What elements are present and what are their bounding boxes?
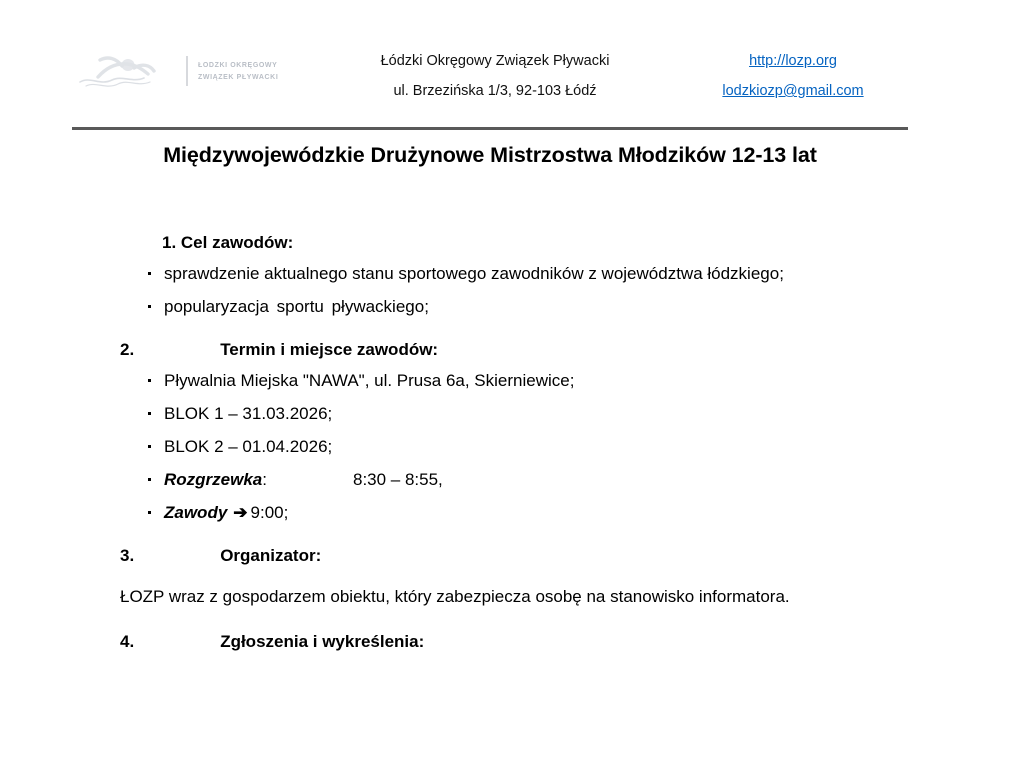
swimmer-logo-icon bbox=[72, 48, 176, 94]
organization-name: Łódzki Okręgowy Związek Pływacki bbox=[380, 53, 610, 69]
header-divider-rule bbox=[72, 127, 908, 130]
logo-wordmark-line-2: ZWIĄZEK PŁYWACKI bbox=[198, 74, 279, 81]
website-link[interactable]: http://lozp.org bbox=[749, 53, 837, 69]
section-4-heading bbox=[120, 627, 910, 656]
section-2-heading-text: Termin i miejsce zawodów: bbox=[220, 340, 439, 359]
document-title: Międzywojewódzkie Drużynowe Mistrzostwa Młodzików 12-13 lat bbox=[163, 143, 817, 167]
email-link[interactable]: lodzkiozp@gmail.com bbox=[722, 83, 864, 99]
organization-address: ul. Brzezińska 1/3, 92-103 Łódź bbox=[393, 83, 597, 99]
logo-divider bbox=[186, 56, 188, 86]
email-line bbox=[678, 76, 908, 106]
list-item: popularyzacja sportu pływackiego; bbox=[120, 290, 910, 323]
section-1-bullet-list bbox=[120, 257, 910, 323]
document-body bbox=[120, 228, 910, 656]
section-3-paragraph: ŁOZP wraz z gospodarzem obiektu, który zabezpiecza osobę na stanowisko informatora. bbox=[120, 587, 790, 606]
section-2-heading bbox=[120, 335, 910, 364]
section-3-heading-text: Organizator: bbox=[220, 546, 322, 565]
section-1-heading: 1. Cel zawodów: bbox=[162, 233, 294, 252]
list-item-warmup bbox=[120, 463, 910, 496]
header-contact-info bbox=[678, 38, 908, 106]
warmup-label: Rozgrzewka bbox=[164, 470, 263, 489]
section-4-heading-text: Zgłoszenia i wykreślenia: bbox=[220, 632, 425, 651]
organization-logo bbox=[72, 38, 312, 94]
section-3-number: 3. bbox=[120, 546, 135, 565]
warmup-time: 8:30 – 8:55, bbox=[352, 470, 443, 489]
list-item-competition bbox=[120, 496, 910, 529]
competition-label: Zawody bbox=[164, 503, 228, 522]
document-header bbox=[72, 38, 908, 122]
section-3-heading bbox=[120, 541, 910, 570]
list-item: Pływalnia Miejska "NAWA", ul. Prusa 6a, Skierniewice; bbox=[120, 364, 910, 397]
logo-wordmark bbox=[198, 60, 312, 82]
list-item: BLOK 2 – 01.04.2026; bbox=[120, 430, 910, 463]
warmup-colon: : bbox=[262, 470, 267, 489]
section-2-bullet-list bbox=[120, 364, 910, 529]
arrow-right-icon: ➔ bbox=[233, 503, 248, 522]
list-item: BLOK 1 – 31.03.2026; bbox=[120, 397, 910, 430]
header-org-info bbox=[330, 38, 660, 106]
competition-time: 9:00; bbox=[250, 503, 289, 522]
section-2-number: 2. bbox=[120, 340, 135, 359]
list-item: sprawdzenie aktualnego stanu sportowego zawodników z województwa łódzkiego; bbox=[120, 257, 910, 290]
section-4-number: 4. bbox=[120, 632, 135, 651]
website-line bbox=[678, 46, 908, 76]
logo-wordmark-line-1: ŁÓDZKI OKRĘGOWY bbox=[198, 62, 278, 69]
